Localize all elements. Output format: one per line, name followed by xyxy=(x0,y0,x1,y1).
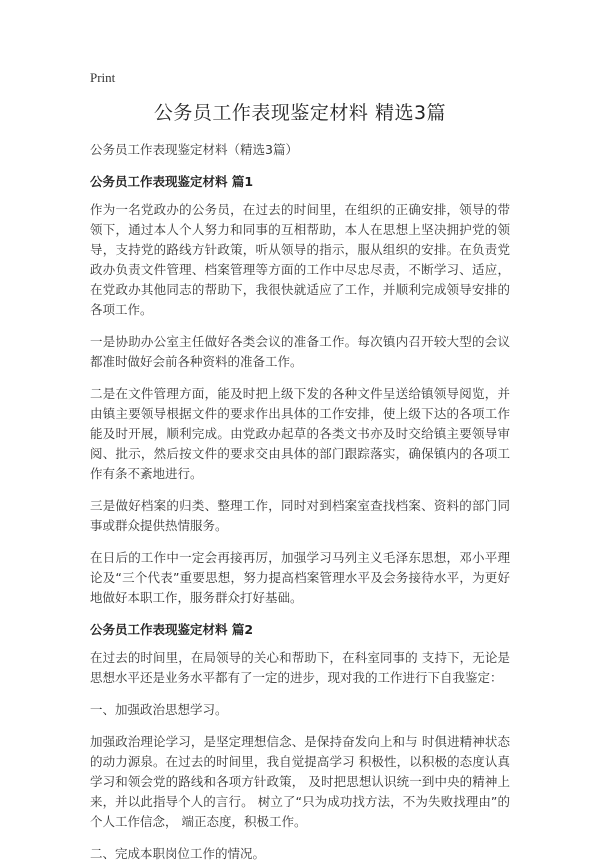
section-1-paragraph-2: 一是协助办公室主任做好各类会议的准备工作。每次镇内召开较大型的会议都准时做好会前各种资料的准备工作。 xyxy=(90,334,510,369)
section-1-paragraph-4: 三是做好档案的归类、整理工作，同时对到档案室查找档案、资料的部门同事或群众提供热情服务。 xyxy=(90,498,510,533)
section-2 xyxy=(90,620,510,864)
section-1-paragraph-1: 作为一名党政办的公务员，在过去的时间里，在组织的正确安排，领导的带领下，通过本人个人努力和同事的互相帮助，本人在思想上坚决拥护党的领导，支持党的路线方针政策，听从领导的指示，服从组织的安排。在负责党政办负责文件管理、档案管理等方面的工作中尽忠尽责，不断学习、适应，在党政办其他同志的帮助下，我很快就适应了工作，并顺利完成领导安排的各项工作。 xyxy=(90,202,510,317)
section-1 xyxy=(90,172,510,608)
section-2-paragraph-1: 在过去的时间里，在局领导的关心和帮助下，在科室同事的 支持下，无论是思想水平还是业务水平都有了一定的进步，现对我的工作进行下自我鉴定： xyxy=(90,650,510,685)
section-2-paragraph-3: 加强政治理论学习，是坚定理想信念、是保持奋发向上和与 时俱进精神状态的动力源泉。在过去的时间里，我自觉提高学习 积极性，以积极的态度认真学习和领会党的路线和各项方针政策， 及时把思想认识统一到中央的精神上来，并以此指导个人的言行。 树立了“只为成功找方法，不为失败找理由”的个人工作信念， 端正态度，积极工作。 xyxy=(90,734,510,829)
print-label[interactable]: Print xyxy=(90,70,116,85)
document-title: 公务员工作表现鉴定材料 精选3篇 xyxy=(153,102,447,124)
section-1-heading: 公务员工作表现鉴定材料 篇1 xyxy=(90,174,254,189)
section-1-paragraph-5: 在日后的工作中一定会再接再厉，加强学习马列主义毛泽东思想，邓小平理论及“三个代表”重要思想，努力提高档案管理水平及会务接待水平，为更好地做好本职工作，服务群众打好基础。 xyxy=(90,550,510,605)
section-2-heading: 公务员工作表现鉴定材料 篇2 xyxy=(90,622,254,637)
section-2-paragraph-2: 一、加强政治思想学习。 xyxy=(90,702,228,717)
section-2-paragraph-4: 二、完成本职岗位工作的情况。 xyxy=(90,846,266,861)
document-subtitle: 公务员工作表现鉴定材料（精选3篇） xyxy=(90,142,298,157)
section-1-paragraph-3: 二是在文件管理方面，能及时把上级下发的各种文件呈送给镇领导阅览，并由镇主要领导根据文件的要求作出具体的工作安排，使上级下达的各项工作能及时开展，顺利完成。由党政办起草的各类文书亦及时交给镇主要领导审阅、批示，然后按文件的要求交由具体的部门跟踪落实，确保镇内的各项工作有条不紊地进行。 xyxy=(90,386,510,481)
